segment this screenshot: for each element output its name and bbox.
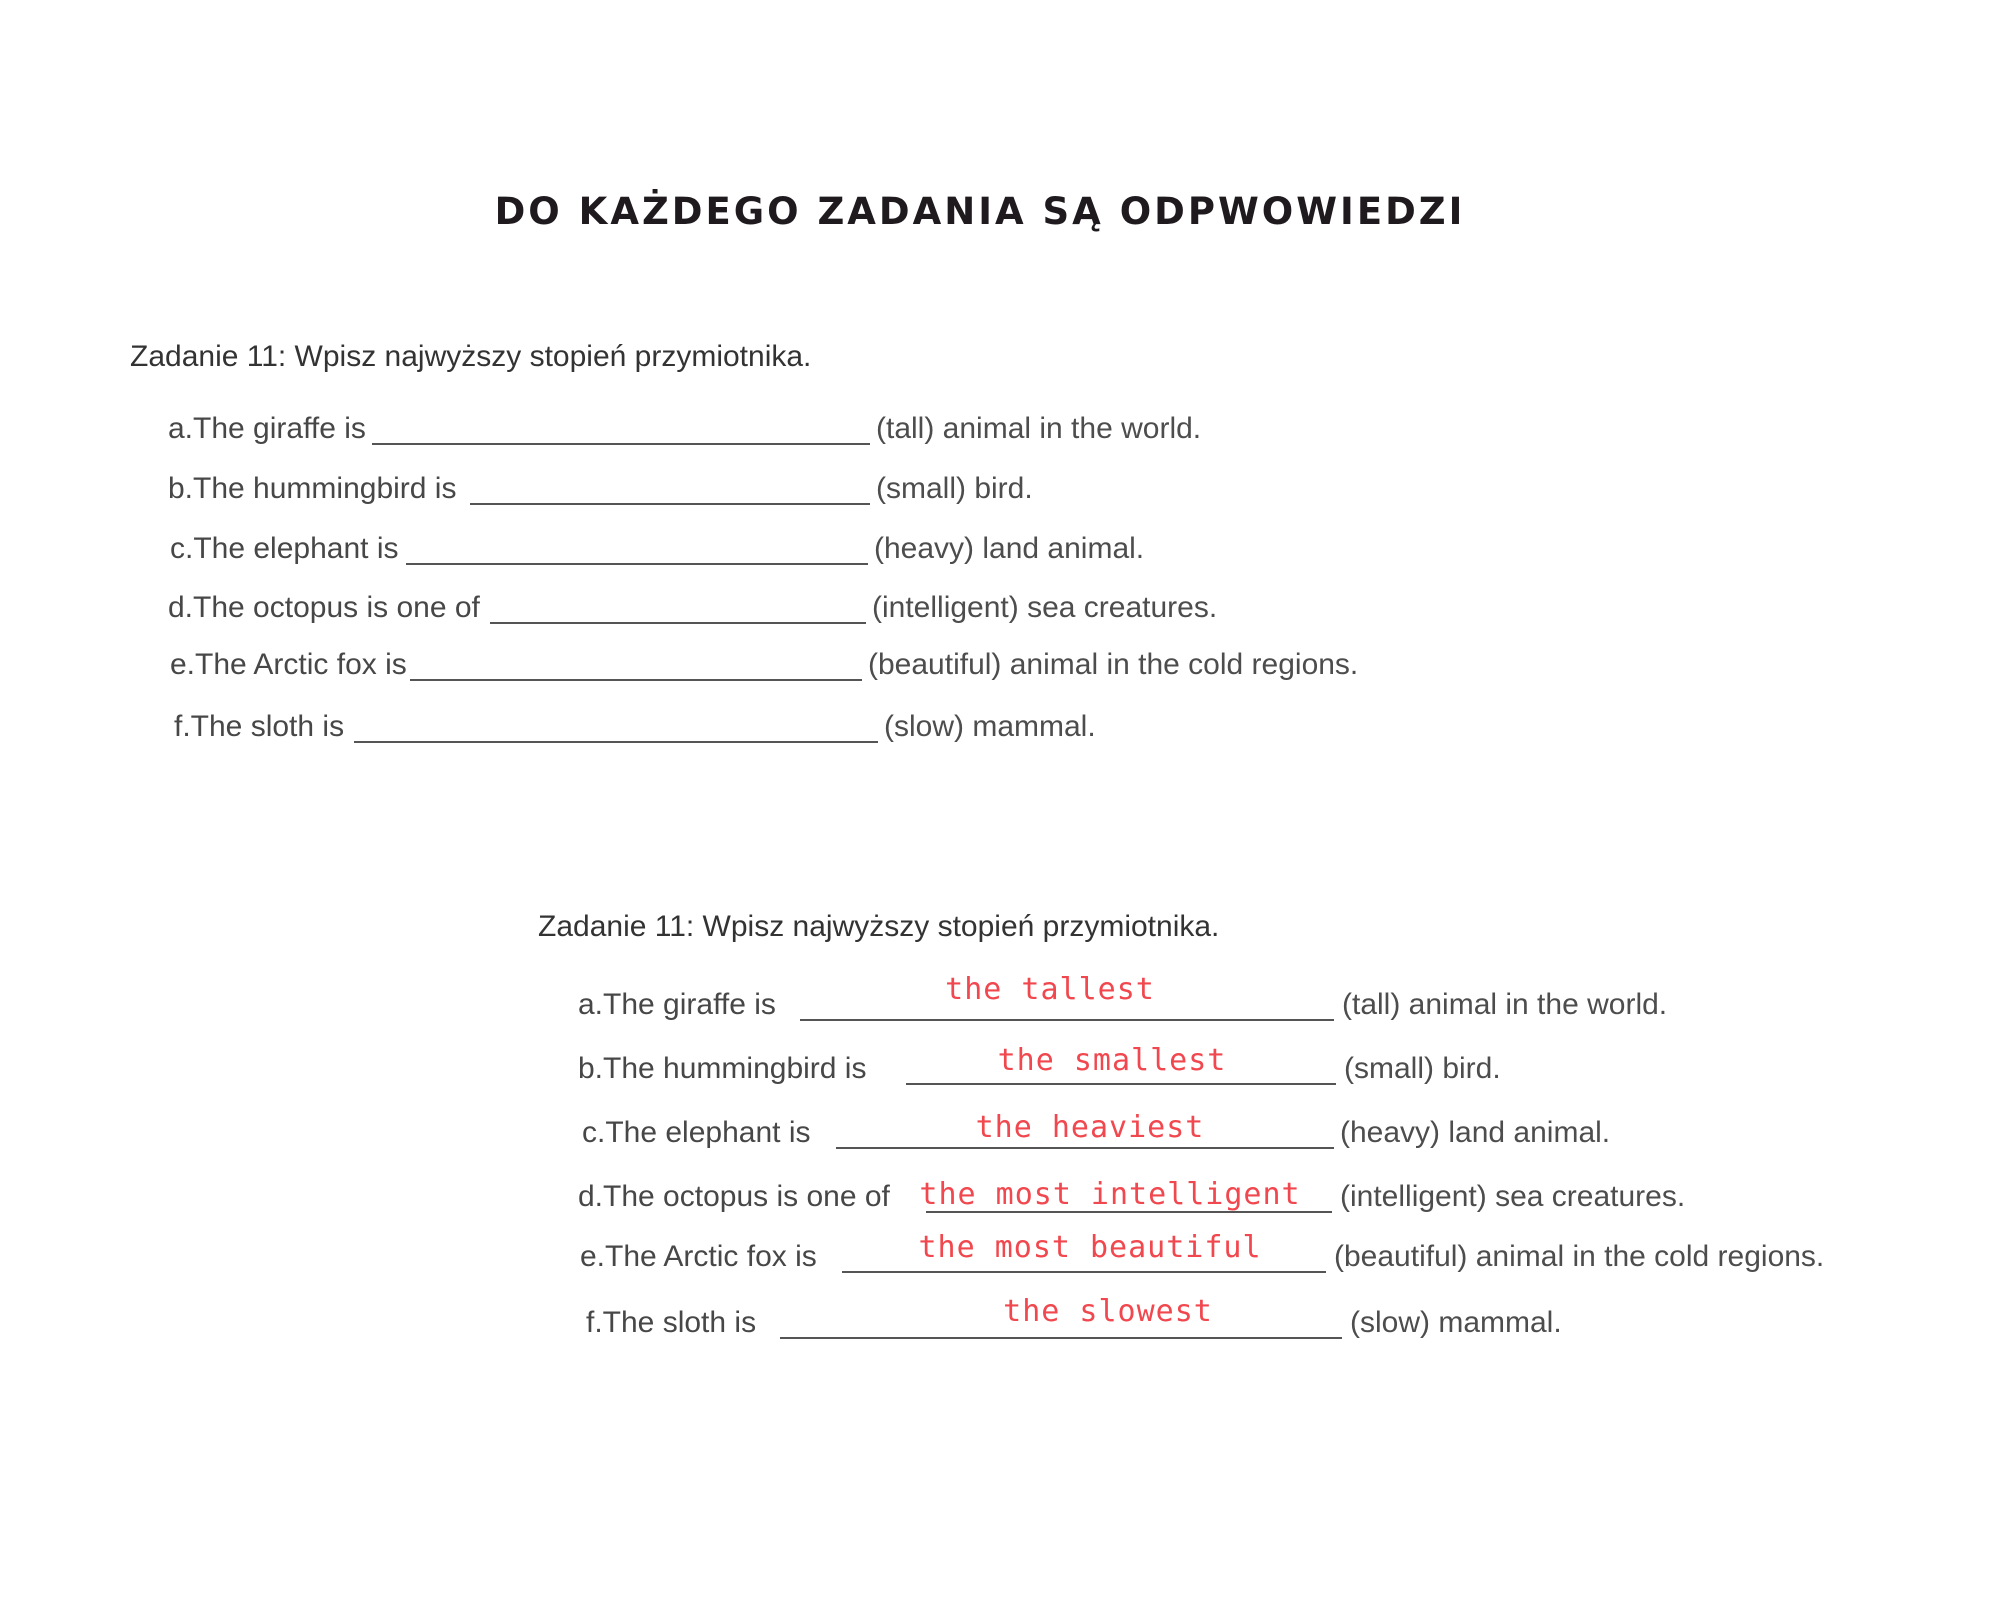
item-hint: (intelligent) sea creatures. [872, 591, 1218, 624]
answered-row-f [586, 1306, 756, 1340]
task-heading: Zadanie 11: Wpisz najwyższy stopień przymiotnika. [538, 910, 1220, 943]
answer-text: the smallest [997, 1043, 1227, 1078]
answer-text: the most intelligent [919, 1177, 1301, 1212]
item-prompt: The Arctic fox is [195, 648, 407, 681]
item-hint: (slow) mammal. [884, 710, 1096, 743]
item-hint: (heavy) land animal. [874, 532, 1145, 565]
item-prompt: The elephant is [605, 1116, 811, 1149]
answer-blank-a[interactable] [372, 443, 870, 445]
item-prompt: The giraffe is [603, 988, 776, 1021]
item-hint: (intelligent) sea creatures. [1340, 1180, 1686, 1213]
answer-blank-b[interactable] [470, 503, 870, 505]
item-letter: d. [578, 1180, 604, 1213]
answer-text: the slowest [1003, 1294, 1213, 1329]
item-letter: f. [586, 1306, 603, 1339]
item-letter: d. [168, 591, 194, 624]
exercise-row-f [174, 710, 344, 744]
answer-blank-f[interactable] [354, 741, 878, 743]
item-letter: a. [168, 412, 194, 445]
item-hint: (small) bird. [1344, 1052, 1501, 1085]
item-hint: (small) bird. [876, 472, 1033, 505]
item-prompt: The sloth is [190, 710, 345, 743]
item-hint: (heavy) land animal. [1340, 1116, 1611, 1149]
item-prompt: The giraffe is [193, 412, 366, 445]
item-letter: f. [174, 710, 191, 743]
answer-text: the heaviest [975, 1110, 1205, 1145]
exercise-row-c [170, 532, 398, 566]
item-prompt: The sloth is [602, 1306, 757, 1339]
exercise-row-d [168, 591, 480, 625]
item-letter: c. [170, 532, 194, 565]
answer-blank-e[interactable] [842, 1271, 1326, 1273]
exercise-row-b [168, 472, 456, 506]
answer-text: the most beautiful [918, 1230, 1262, 1265]
item-prompt: The hummingbird is [193, 472, 457, 505]
answered-row-e [580, 1240, 817, 1274]
item-letter: b. [168, 472, 194, 505]
answer-blank-e[interactable] [410, 679, 862, 681]
item-letter: b. [578, 1052, 604, 1085]
answered-row-a [578, 988, 776, 1022]
answer-blank-a[interactable] [800, 1019, 1334, 1021]
answer-blank-c[interactable] [836, 1147, 1334, 1149]
item-prompt: The octopus is one of [193, 591, 480, 624]
item-letter: a. [578, 988, 604, 1021]
item-hint: (beautiful) animal in the cold regions. [868, 648, 1359, 681]
answer-blank-b[interactable] [906, 1083, 1336, 1085]
item-hint: (slow) mammal. [1350, 1306, 1562, 1339]
task-heading: Zadanie 11: Wpisz najwyższy stopień przymiotnika. [130, 340, 812, 373]
exercise-row-e [170, 648, 407, 682]
item-prompt: The Arctic fox is [605, 1240, 817, 1273]
item-hint: (beautiful) animal in the cold regions. [1334, 1240, 1825, 1273]
item-prompt: The octopus is one of [603, 1180, 890, 1213]
item-prompt: The hummingbird is [603, 1052, 867, 1085]
exercise-row-a [168, 412, 366, 446]
answered-row-d [578, 1180, 890, 1214]
item-letter: e. [580, 1240, 606, 1273]
answer-blank-d[interactable] [490, 622, 866, 624]
answer-blank-c[interactable] [406, 563, 868, 565]
answer-text: the tallest [945, 972, 1155, 1007]
answered-row-b [578, 1052, 866, 1086]
page-title: DO KAŻDEGO ZADANIA SĄ ODPWOWIEDZI [494, 190, 1466, 233]
item-hint: (tall) animal in the world. [1342, 988, 1668, 1021]
item-letter: e. [170, 648, 196, 681]
item-letter: c. [582, 1116, 606, 1149]
item-hint: (tall) animal in the world. [876, 412, 1202, 445]
item-prompt: The elephant is [193, 532, 399, 565]
answered-row-c [582, 1116, 810, 1150]
answer-blank-f[interactable] [780, 1337, 1342, 1339]
